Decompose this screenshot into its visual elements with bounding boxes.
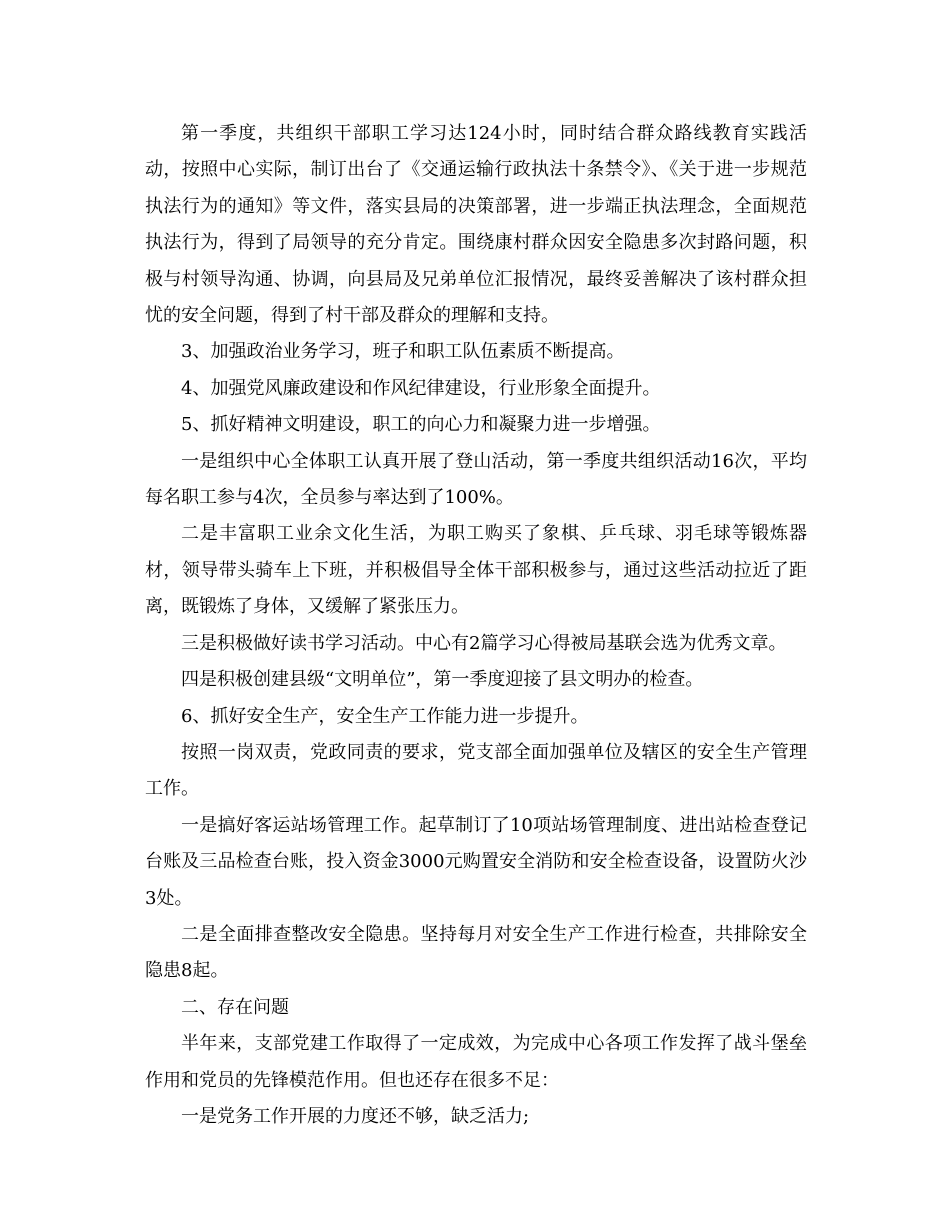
- heading-item-6-safety-production: 6、抓好安全生产，安全生产工作能力进一步提升。: [181, 705, 589, 727]
- paragraph-station-management: 一是搞好客运站场管理工作。起草制订了10项站场管理制度、进出站检查登记台账及三品检查台账，投入资金3000元购置安全消防和安全检查设备，设置防火沙3处。: [145, 814, 807, 909]
- section-heading-existing-problems: 二、存在问题: [181, 996, 289, 1018]
- paragraph-civilized-unit: 四是积极创建县级“文明单位”，第一季度迎接了县文明办的检查。: [181, 669, 704, 691]
- paragraph-hazard-inspection: 二是全面排查整改安全隐患。坚持每月对安全生产工作进行检查，共排除安全隐患8起。: [145, 923, 807, 982]
- heading-item-3-political-study: 3、加强政治业务学习，班子和职工队伍素质不断提高。: [181, 341, 625, 363]
- paragraph-mountain-climbing: 一是组织中心全体职工认真开展了登山活动，第一季度共组织活动16次，平均每名职工参与4次，全员参与率达到了100%。: [145, 450, 807, 509]
- paragraph-reading-activity: 三是积极做好读书学习活动。中心有2篇学习心得被局基联会选为优秀文章。: [181, 632, 787, 654]
- paragraph-dual-responsibility: 按照一岗双责，党政同责的要求，党支部全面加强单位及辖区的安全生产管理工作。: [145, 741, 807, 800]
- document-body: [145, 116, 807, 1135]
- paragraph-first-quarter-study: 第一季度，共组织干部职工学习达124小时，同时结合群众路线教育实践活动，按照中心实际，制订出台了《交通运输行政执法十条禁令》、《关于进一步规范执法行为的通知》等文件，落实县局的决策部署，进一步端正执法理念，全面规范执法行为，得到了局领导的充分肯定。围绕康村群众因安全隐患多次封路问题，积极与村领导沟通、协调，向县局及兄弟单位汇报情况，最终妥善解决了该村群众担忧的安全问题，得到了村干部及群众的理解和支持。: [145, 123, 807, 327]
- paragraph-cultural-life: 二是丰富职工业余文化生活，为职工购买了象棋、乒乓球、羽毛球等锻炼器材，领导带头骑车上下班，并积极倡导全体干部积极参与，通过这些活动拉近了距离，既锻炼了身体，又缓解了紧张压力。: [145, 523, 807, 618]
- paragraph-half-year-summary: 半年来，支部党建工作取得了一定成效，为完成中心各项工作发挥了战斗堡垒作用和党员的先锋模范作用。但也还存在很多不足：: [145, 1033, 807, 1091]
- paragraph-problem-one: 一是党务工作开展的力度还不够，缺乏活力;: [181, 1105, 530, 1127]
- heading-item-5-spiritual-civilization: 5、抓好精神文明建设，职工的向心力和凝聚力进一步增强。: [181, 414, 661, 436]
- heading-item-4-party-conduct: 4、加强党风廉政建设和作风纪律建设，行业形象全面提升。: [181, 377, 661, 399]
